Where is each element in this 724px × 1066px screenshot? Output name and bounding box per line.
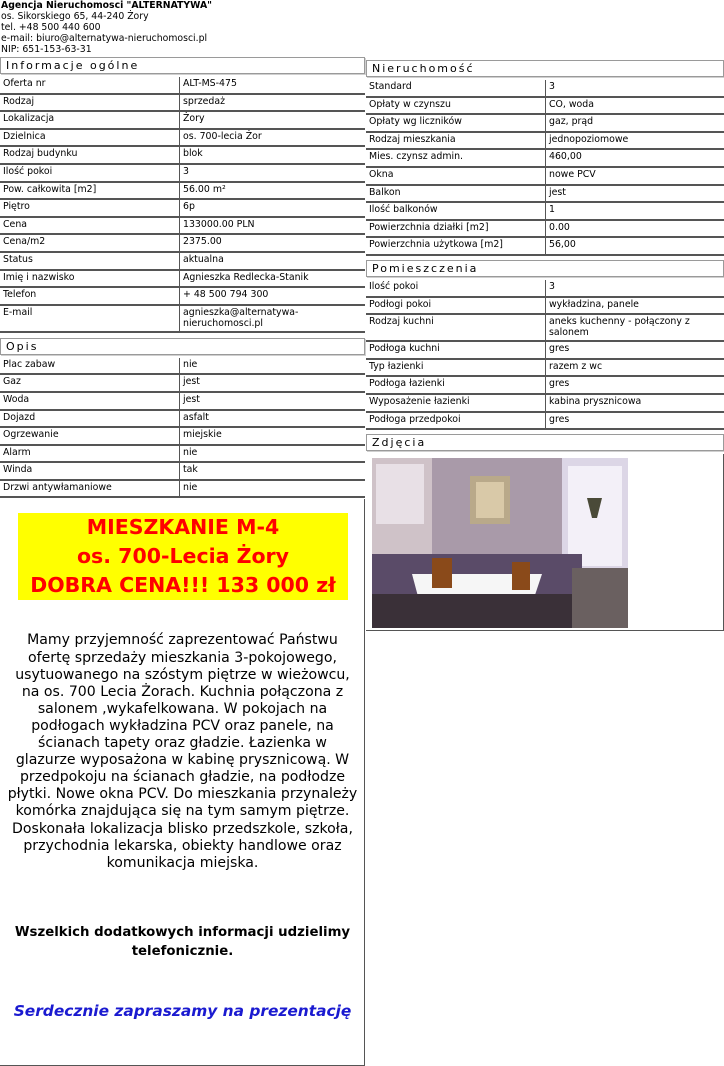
- table-row: [0, 374, 365, 392]
- table-row: [366, 114, 724, 132]
- field-label: Alarm: [0, 445, 180, 463]
- field-label: Ogrzewanie: [0, 427, 180, 445]
- right-column: [366, 57, 724, 631]
- field-value: 0.00: [546, 220, 724, 238]
- headline-line-2: os. 700-Lecia Żory: [18, 542, 348, 571]
- section-rooms-title: Pomieszczenia: [366, 260, 724, 277]
- field-label: Ilość balkonów: [366, 202, 546, 220]
- field-value: aktualna: [180, 252, 366, 270]
- field-value: 133000.00 PLN: [180, 217, 366, 235]
- field-label: E-mail: [0, 305, 180, 332]
- agency-address: os. Sikorskiego 65, 44-240 Żory: [1, 11, 212, 22]
- field-value: jest: [180, 374, 366, 392]
- field-label: Rodzaj: [0, 94, 180, 112]
- field-label: Podłoga kuchni: [366, 341, 546, 359]
- rooms-table: [366, 280, 724, 430]
- field-value: jest: [546, 185, 724, 203]
- field-value: nowe PCV: [546, 167, 724, 185]
- table-row: [366, 314, 724, 341]
- field-label: Ilość pokoi: [0, 164, 180, 182]
- table-row: [0, 111, 365, 129]
- field-label: Woda: [0, 392, 180, 410]
- field-label: Okna: [366, 167, 546, 185]
- table-row: [0, 77, 365, 94]
- field-value: + 48 500 794 300: [180, 287, 366, 305]
- field-value: CO, woda: [546, 97, 724, 115]
- field-value: miejskie: [180, 427, 366, 445]
- field-value: aneks kuchenny - połączony z salonem: [546, 314, 724, 341]
- field-label: Cena/m2: [0, 234, 180, 252]
- property-table: [366, 80, 724, 256]
- table-row: [0, 129, 365, 147]
- table-row: [366, 297, 724, 315]
- opis-table: [0, 358, 365, 499]
- field-value: nie: [180, 445, 366, 463]
- table-row: [366, 167, 724, 185]
- table-row: [366, 132, 724, 150]
- field-value: 56.00 m²: [180, 182, 366, 200]
- field-label: Pow. całkowita [m2]: [0, 182, 180, 200]
- field-value: 1: [546, 202, 724, 220]
- field-value: 2375.00: [180, 234, 366, 252]
- field-label: Powierzchnia działki [m2]: [366, 220, 546, 238]
- table-row: [0, 234, 365, 252]
- field-label: Mies. czynsz admin.: [366, 149, 546, 167]
- field-value: blok: [180, 146, 366, 164]
- table-row: [366, 202, 724, 220]
- agency-phone: tel. +48 500 440 600: [1, 22, 212, 33]
- table-row: [0, 427, 365, 445]
- field-value: jest: [180, 392, 366, 410]
- promo-invite: Serdecznie zapraszamy na prezentację: [6, 1001, 359, 1022]
- field-value: sprzedaż: [180, 94, 366, 112]
- field-value: kabina prysznicowa: [546, 394, 724, 412]
- section-property-title: Nieruchomość: [366, 60, 724, 77]
- field-value: razem z wc: [546, 359, 724, 377]
- table-row: [366, 185, 724, 203]
- field-value: ALT-MS-475: [180, 77, 366, 94]
- field-value: Agnieszka Redlecka-Stanik: [180, 270, 366, 288]
- field-value: asfalt: [180, 410, 366, 428]
- field-label: Rodzaj mieszkania: [366, 132, 546, 150]
- field-label: Standard: [366, 80, 546, 97]
- table-row: [366, 359, 724, 377]
- field-label: Typ łazienki: [366, 359, 546, 377]
- field-label: Oferta nr: [0, 77, 180, 94]
- field-value: jednopoziomowe: [546, 132, 724, 150]
- apartment-photo[interactable]: [372, 458, 628, 628]
- field-label: Gaz: [0, 374, 180, 392]
- field-label: Rodzaj budynku: [0, 146, 180, 164]
- field-value: wykładzina, panele: [546, 297, 724, 315]
- table-row: [0, 445, 365, 463]
- table-row: [0, 287, 365, 305]
- field-label: Winda: [0, 462, 180, 480]
- field-value: 56,00: [546, 237, 724, 255]
- field-label: Rodzaj kuchni: [366, 314, 546, 341]
- table-row: [0, 199, 365, 217]
- general-table: [0, 77, 365, 333]
- table-row: [0, 410, 365, 428]
- field-label: Status: [0, 252, 180, 270]
- field-value: 460,00: [546, 149, 724, 167]
- table-row: [0, 392, 365, 410]
- table-row: [0, 182, 365, 200]
- agency-nip: NIP: 651-153-63-31: [1, 44, 212, 55]
- promo-description: Mamy przyjemność zaprezentować Państwu ofertę sprzedaży mieszkania 3-pokojowego, usytuowanego na szóstym piętrze w wieżowcu, na os. 700 Lecia Żorach. Kuchnia połączona z salonem ,wykafelkowana. W pokojach na podłogach wykładzina PCV oraz panele, na ścianach tapety oraz gładzie. Łazienka w glazurze wyposażona w kabinę prysznicową. W przedpokoju na ścianach gładzie, na podłodze płytki. Nowe okna PCV. Do mieszkania przynależy komórka znajdująca się na tym samym piętrze. Doskonała lokalizacja blisko przedszkole, szkoła, przychodnia lekarska, obiekty handlowe oraz komunikacja miejska.: [6, 632, 359, 871]
- field-value: nie: [180, 480, 366, 498]
- field-value: 3: [546, 280, 724, 297]
- headline-line-3: DOBRA CENA!!! 133 000 zł: [18, 571, 348, 600]
- field-value: os. 700-lecia Żor: [180, 129, 366, 147]
- table-row: [366, 394, 724, 412]
- field-label: Podłoga łazienki: [366, 376, 546, 394]
- field-value: gaz, prąd: [546, 114, 724, 132]
- field-label: Plac zabaw: [0, 358, 180, 375]
- field-value: tak: [180, 462, 366, 480]
- table-row: [366, 376, 724, 394]
- field-value: 3: [180, 164, 366, 182]
- field-label: Drzwi antywłamaniowe: [0, 480, 180, 498]
- headline-line-1: MIESZKANIE M-4: [18, 513, 348, 542]
- table-row: [366, 149, 724, 167]
- promo-box: [0, 499, 365, 1066]
- field-label: Powierzchnia użytkowa [m2]: [366, 237, 546, 255]
- agency-email: e-mail: biuro@alternatywa-nieruchomosci.pl: [1, 33, 212, 44]
- field-label: Wyposażenie łazienki: [366, 394, 546, 412]
- table-row: [0, 94, 365, 112]
- field-value: agnieszka@alternatywa- nieruchomosci.pl: [180, 305, 366, 332]
- table-row: [0, 480, 365, 498]
- field-label: Piętro: [0, 199, 180, 217]
- field-value: gres: [546, 376, 724, 394]
- left-column: [0, 57, 365, 1066]
- field-label: Podłogi pokoi: [366, 297, 546, 315]
- section-opis-title: Opis: [0, 338, 365, 355]
- table-row: [366, 412, 724, 430]
- field-value: gres: [546, 341, 724, 359]
- table-row: [366, 220, 724, 238]
- field-label: Dzielnica: [0, 129, 180, 147]
- table-row: [0, 252, 365, 270]
- field-label: Opłaty w czynszu: [366, 97, 546, 115]
- table-row: [366, 237, 724, 255]
- table-row: [0, 164, 365, 182]
- section-general-title: Informacje ogólne: [0, 57, 365, 74]
- table-row: [366, 97, 724, 115]
- table-row: [366, 80, 724, 97]
- table-row: [0, 462, 365, 480]
- field-label: Balkon: [366, 185, 546, 203]
- promo-info: Wszelkich dodatkowych informacji udzielimy telefonicznie.: [6, 923, 359, 961]
- field-label: Podłoga przedpokoi: [366, 412, 546, 430]
- field-value: nie: [180, 358, 366, 375]
- table-row: [0, 146, 365, 164]
- field-value: gres: [546, 412, 724, 430]
- field-label: Cena: [0, 217, 180, 235]
- table-row: [366, 280, 724, 297]
- field-label: Imię i nazwisko: [0, 270, 180, 288]
- field-label: Ilość pokoi: [366, 280, 546, 297]
- table-row: [366, 341, 724, 359]
- field-value: 6p: [180, 199, 366, 217]
- section-photos-title: Zdjęcia: [366, 434, 724, 451]
- table-row: [0, 270, 365, 288]
- field-value: 3: [546, 80, 724, 97]
- table-row: [0, 358, 365, 375]
- field-label: Telefon: [0, 287, 180, 305]
- agency-name: Agencja Nieruchomosci "ALTERNATYWA": [1, 0, 212, 11]
- field-value: Żory: [180, 111, 366, 129]
- table-row: [0, 305, 365, 332]
- field-label: Dojazd: [0, 410, 180, 428]
- table-row: [0, 217, 365, 235]
- field-label: Opłaty wg liczników: [366, 114, 546, 132]
- field-label: Lokalizacja: [0, 111, 180, 129]
- promo-headline: [18, 513, 348, 600]
- photo-box: [366, 454, 724, 631]
- agency-header: [1, 0, 212, 55]
